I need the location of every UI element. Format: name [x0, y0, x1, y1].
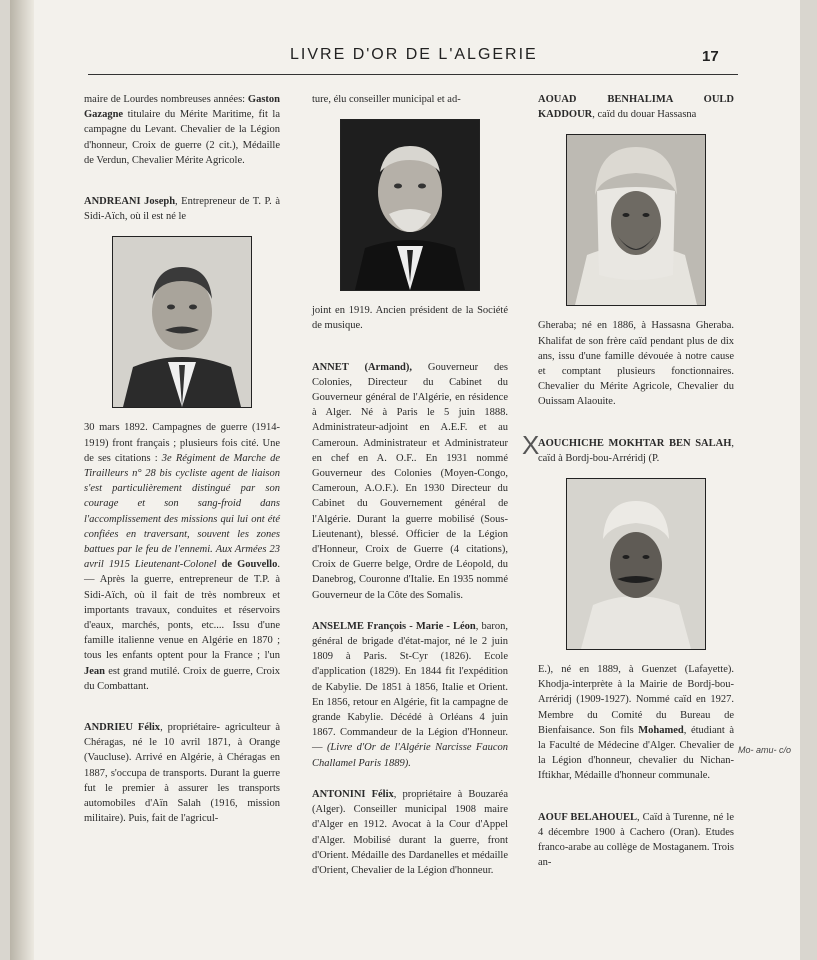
entry-andrieu [84, 720, 280, 826]
andreani-text-3a: . — Après la guerre, entrepreneur de T.P. à Sidi-Aïch, où il fait de très nombreux et importants travaux, conduites et réservoirs d'eaux, marchés, ponts, etc.... Issu d'une famille italienne venue en Algérie en 1870 ; tous les enfants optent pour la France ; l'un [84, 559, 280, 662]
entry-aouad [538, 92, 734, 122]
handwritten-margin-note: Mo- amu- c/o [738, 745, 792, 755]
portrait-andreani [112, 236, 252, 408]
antonini-name: ANTONINI Félix [312, 788, 394, 800]
running-head: LIVRE D'OR DE L'ALGERIE [290, 46, 538, 63]
anselme-text: , baron, général de brigade d'état-major, né le 2 juin 1809 à Paris. St-Cyr (1826). Ecole d'application (1829). En 1844 fit l'expédition de Kabylie. De 1851 à 1856, Italie et Orient. En 1856, retour en Algérie, fit la campagne de grande Kabylie. Décédé à Orléans 4 juin 1867. Commandeur de la Légion d'Honneur. — [312, 620, 508, 754]
entry-aouchiche [538, 436, 734, 466]
aouf-name: AOUF BELAHOUEL [538, 811, 637, 823]
entry-annet [312, 360, 508, 603]
anselme-source: (Livre d'Or de l'Algérie Narcisse Faucon Challamel Paris 1889). [312, 742, 508, 769]
andreani-citation: 3e Régiment de Marche de Tirailleurs n° 28 bis cycliste agent de liaison s'est particulièrement distingué par son courage et son sang-froid dans l'accomplissement des missions qui lui ont été confiées en traversant, souvent les zones battues par le feu de l'ennemi. Aux Armées 23 avril 1915 Lieutenant-Colonel [84, 452, 280, 571]
aouad-text: , caïd du douar Hassasna [592, 109, 697, 121]
entry-anselme [312, 619, 508, 771]
entry-aouf [538, 810, 734, 871]
aouchiche-son-name: Mohamed [633, 724, 684, 736]
handwritten-x-mark: X [522, 430, 540, 460]
andreani-career [84, 420, 280, 694]
portrait-annet [340, 119, 480, 291]
andreani-son-name: Jean [84, 665, 105, 677]
aouad-career: Gheraba; né en 1886, à Hassasna Gheraba. Khalifat de son frère caïd pendant plus de dix ans, issu d'une famille dévouée à notre cause et comptant plusieurs fonctionnaires. Chevalier du Mérite Agricole, Chevalier du Ouissam Alaouite. [538, 320, 734, 408]
andreani-name: ANDREANI Joseph [84, 196, 176, 208]
aouf-text: , Caïd à Turenne, né le 4 décembre 1900 à Cachero (Oran). Etudes franco-arabe au collège de Mostaganem. Trois an- [538, 811, 734, 869]
book-page [10, 0, 800, 960]
column-3 [538, 92, 734, 870]
column-1 [84, 92, 280, 827]
andrieu-name: ANDRIEU Félix [84, 722, 161, 734]
andreani-citation-officer: de Gouvello [216, 559, 278, 571]
annet-name: ANNET (Armand), [312, 361, 413, 373]
gazagne-text: titulaire du Mérite Maritime, fit la campagne du Levant. Chevalier de la Légion d'honneur, Croix de guerre (2 cit.), Médaille de Verdun, Chevalier Mérite Agricole. [84, 109, 280, 166]
aouchiche-name: AOUCHICHE MOKHTAR BEN SALAH [538, 437, 732, 449]
header-rule [88, 74, 738, 75]
entry-andreani [84, 194, 280, 224]
andrieu-text: , propriétaire- agriculteur à Chéragas, né le 10 avril 1871, à Orange (Vaucluse). Arrivé en Algérie, à Chéragas en 1887, s'occupa de transports. Durant la guerre fut le premier à assurer les transports automobiles d'Aïn Salah (1916, mission militaire). Puis, fait de l'agricul- [84, 722, 280, 825]
aouchiche-career [538, 662, 734, 784]
aouad-name: AOUAD BENHALIMA OULD KADDOUR [538, 94, 734, 121]
portrait-aouad [566, 134, 706, 306]
aouchiche-text: , caïd à Bordj-bou-Arréridj (P. [538, 437, 734, 464]
andreani-text-3b: est grand mutilé. Croix de guerre, Croix du Combattant. [84, 665, 280, 692]
annet-text: Gouverneur des Colonies, Directeur du Cabinet du Gouverneur général de l'Algérie, en résidence à Alger. Né à Paris le 5 juin 1888. Administrateur-adjoint en A.E.F. et au Cameroun. Administrateur et Administrateur en chef en A. O.F.. En 1931 nommé Gouverneur des Colonies (Moyen-Congo, Cameroun, A.O.F.). En 1930 Directeur du Cabinet du Gouvernement général de l'Algérie. Durant la guerre mobilisé (Sous-Lieutenant), blessé. Officier de la Légion d'Honneur, Croix de Guerre (4 citations), Croix de Guerre belge, Ordre de Léopold, du Danebrog, Couronne d'Italie. En 1935 nommé Gouverneur de la Côte des Somalis. [312, 361, 508, 601]
entry-antonini [312, 787, 508, 878]
column-2 [312, 92, 508, 878]
gazagne-name: Gaston Gazagne [84, 94, 280, 121]
portrait-aouchiche [566, 478, 706, 650]
andreani-text: , Entrepreneur de T. P. à Sidi-Aïch, où il est né le [84, 196, 280, 223]
aouchiche-text-3: , étudiant à la Faculté de Médecine d'Alger. Chevalier de la Légion d'honneur, chevalier du Nichan-Iftikhar, Médaille d'honneur communale. [538, 724, 735, 782]
antonini-text: , propriétaire à Bouzaréa (Alger). Conseiller municipal 1908 maire d'Alger en 1912. Avocat à la Cour d'Appel d'Alger. Mobilisé durant la guerre, front d'Orient. Médaille des Dardanelles et médaille d'Orient, Chevalier de la Légion d'honneur. [312, 788, 508, 876]
andreani-text-2: 30 mars 1892. Campagnes de guerre (1914-1919) front français ; plusieurs fois cité. Une de ses citations : [84, 422, 280, 464]
anselme-name: ANSELME François - Marie - Léon [312, 620, 476, 632]
col2-top-text-a: ture, élu conseiller municipal et ad- [312, 94, 461, 105]
page-binding-edge [10, 0, 34, 960]
page-number: 17 [702, 48, 719, 65]
entry-gazagne [84, 92, 280, 168]
col2-top-text-b: joint en 1919. Ancien président de la Société de musique. [312, 305, 508, 332]
gazagne-intro: maire de Lourdes nombreuses années: [84, 94, 246, 105]
aouchiche-text-2: E.), né en 1889, à Guenzet (Lafayette). Khodja-interprète à la Mairie de Bordj-bou-Arréridj (1909-1927). Nommé caïd en 1927. Membre du Comité du Bureau de Bienfaisance. Son fils [538, 664, 734, 736]
